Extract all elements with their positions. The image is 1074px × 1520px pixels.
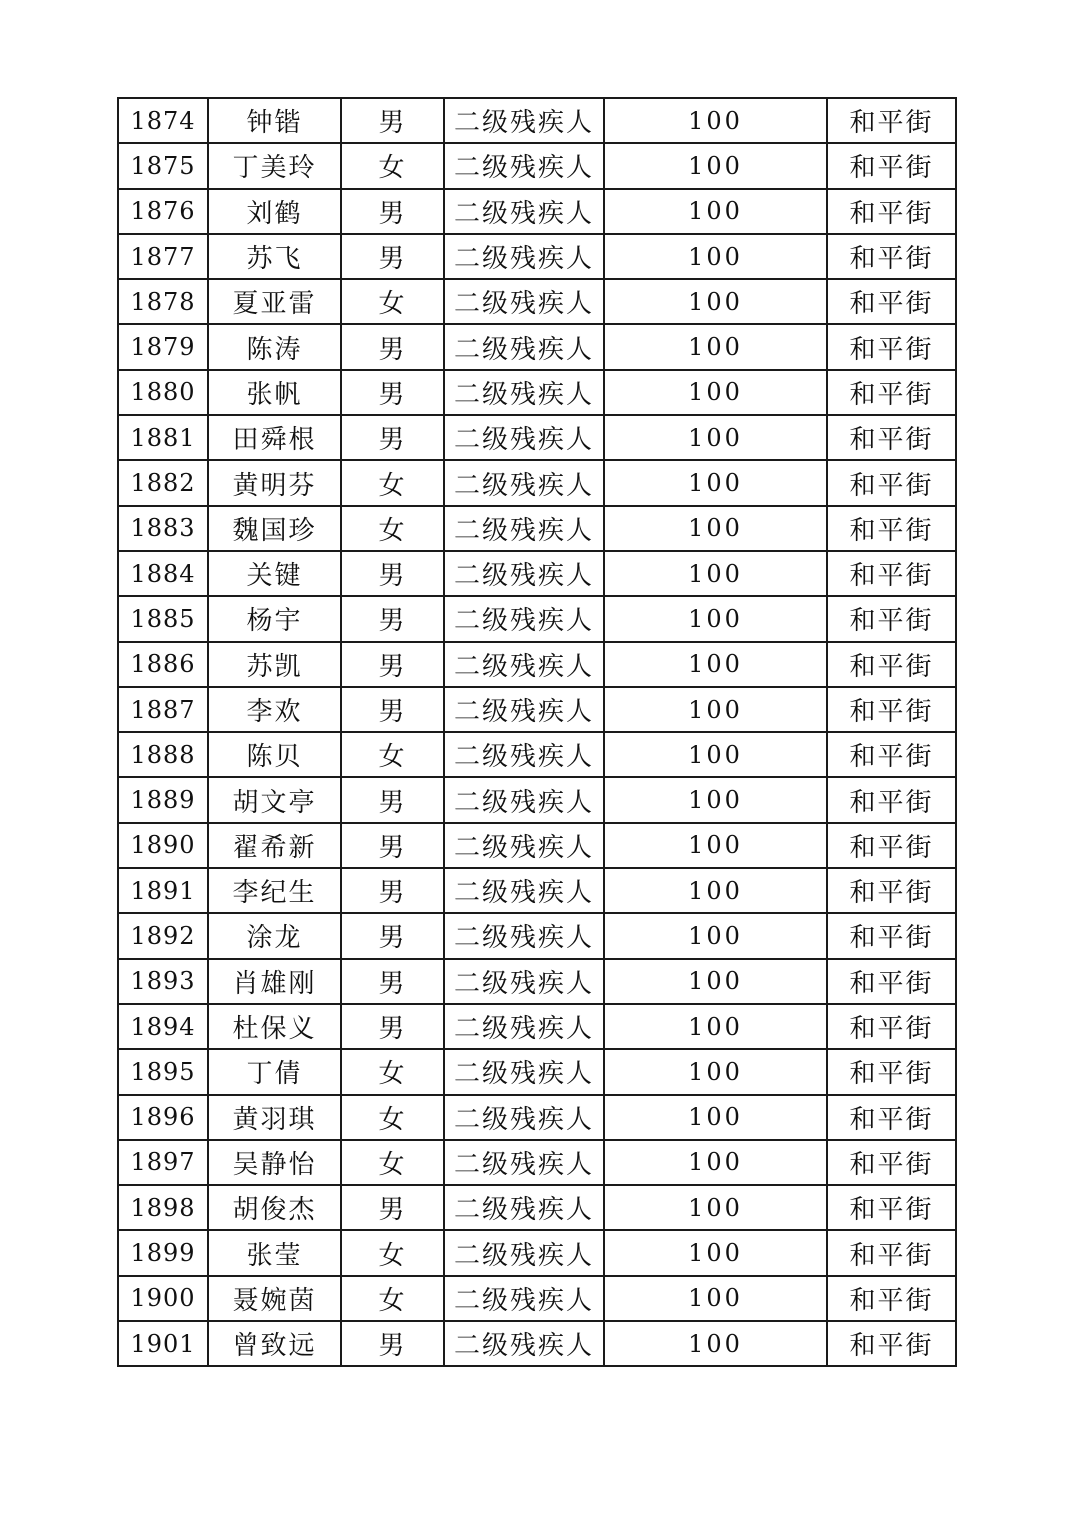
cell-name: 关键	[208, 551, 341, 596]
cell-name: 肖雄刚	[208, 959, 341, 1004]
cell-serial-number: 1876	[118, 189, 208, 234]
table-row	[118, 1095, 956, 1140]
cell-serial-number: 1875	[118, 143, 208, 188]
cell-amount: 100	[604, 1185, 827, 1230]
roster-table-body	[118, 98, 956, 1366]
cell-name: 黄羽琪	[208, 1095, 341, 1140]
table-row	[118, 777, 956, 822]
cell-name: 丁美玲	[208, 143, 341, 188]
cell-amount: 100	[604, 98, 827, 143]
cell-serial-number: 1885	[118, 596, 208, 641]
cell-area: 和平街	[827, 642, 956, 687]
cell-serial-number: 1893	[118, 959, 208, 1004]
cell-area: 和平街	[827, 596, 956, 641]
cell-amount: 100	[604, 506, 827, 551]
cell-serial-number: 1896	[118, 1095, 208, 1140]
cell-name: 钟锴	[208, 98, 341, 143]
cell-amount: 100	[604, 1049, 827, 1094]
table-row	[118, 642, 956, 687]
table-row	[118, 98, 956, 143]
cell-disability-level: 二级残疾人	[444, 98, 604, 143]
cell-gender: 男	[341, 1004, 444, 1049]
cell-area: 和平街	[827, 1185, 956, 1230]
cell-gender: 男	[341, 777, 444, 822]
table-row	[118, 687, 956, 732]
cell-amount: 100	[604, 868, 827, 913]
cell-area: 和平街	[827, 1276, 956, 1321]
cell-amount: 100	[604, 551, 827, 596]
cell-amount: 100	[604, 279, 827, 324]
cell-serial-number: 1899	[118, 1230, 208, 1275]
roster-table	[117, 97, 957, 1367]
cell-area: 和平街	[827, 1004, 956, 1049]
cell-name: 吴静怡	[208, 1140, 341, 1185]
table-row	[118, 279, 956, 324]
cell-area: 和平街	[827, 460, 956, 505]
cell-serial-number: 1898	[118, 1185, 208, 1230]
cell-disability-level: 二级残疾人	[444, 279, 604, 324]
cell-name: 曾致远	[208, 1321, 341, 1366]
cell-serial-number: 1888	[118, 732, 208, 777]
table-row	[118, 189, 956, 234]
cell-name: 苏飞	[208, 234, 341, 279]
cell-gender: 男	[341, 1185, 444, 1230]
table-row	[118, 1321, 956, 1366]
cell-serial-number: 1889	[118, 777, 208, 822]
table-row	[118, 415, 956, 460]
table-row	[118, 506, 956, 551]
cell-disability-level: 二级残疾人	[444, 189, 604, 234]
cell-name: 胡文亭	[208, 777, 341, 822]
cell-serial-number: 1881	[118, 415, 208, 460]
cell-serial-number: 1877	[118, 234, 208, 279]
cell-name: 夏亚雷	[208, 279, 341, 324]
cell-name: 聂婉茵	[208, 1276, 341, 1321]
cell-disability-level: 二级残疾人	[444, 777, 604, 822]
cell-serial-number: 1891	[118, 868, 208, 913]
cell-serial-number: 1880	[118, 370, 208, 415]
cell-gender: 女	[341, 1095, 444, 1140]
cell-gender: 女	[341, 1230, 444, 1275]
table-row	[118, 1004, 956, 1049]
cell-disability-level: 二级残疾人	[444, 1321, 604, 1366]
cell-amount: 100	[604, 1095, 827, 1140]
table-row	[118, 1230, 956, 1275]
cell-serial-number: 1897	[118, 1140, 208, 1185]
table-row	[118, 1185, 956, 1230]
cell-serial-number: 1886	[118, 642, 208, 687]
cell-gender: 女	[341, 732, 444, 777]
cell-disability-level: 二级残疾人	[444, 1095, 604, 1140]
table-row	[118, 1276, 956, 1321]
cell-area: 和平街	[827, 370, 956, 415]
cell-area: 和平街	[827, 687, 956, 732]
cell-gender: 男	[341, 1321, 444, 1366]
cell-disability-level: 二级残疾人	[444, 551, 604, 596]
cell-amount: 100	[604, 143, 827, 188]
cell-disability-level: 二级残疾人	[444, 732, 604, 777]
table-row	[118, 868, 956, 913]
table-row	[118, 1049, 956, 1094]
cell-area: 和平街	[827, 777, 956, 822]
cell-gender: 男	[341, 823, 444, 868]
cell-disability-level: 二级残疾人	[444, 1049, 604, 1094]
cell-amount: 100	[604, 324, 827, 369]
cell-name: 陈贝	[208, 732, 341, 777]
cell-area: 和平街	[827, 959, 956, 1004]
cell-gender: 男	[341, 324, 444, 369]
cell-serial-number: 1878	[118, 279, 208, 324]
cell-serial-number: 1900	[118, 1276, 208, 1321]
table-row	[118, 823, 956, 868]
cell-amount: 100	[604, 234, 827, 279]
cell-gender: 男	[341, 415, 444, 460]
cell-amount: 100	[604, 415, 827, 460]
cell-gender: 女	[341, 506, 444, 551]
cell-disability-level: 二级残疾人	[444, 234, 604, 279]
cell-amount: 100	[604, 1140, 827, 1185]
cell-amount: 100	[604, 687, 827, 732]
cell-area: 和平街	[827, 868, 956, 913]
cell-gender: 男	[341, 868, 444, 913]
cell-gender: 女	[341, 143, 444, 188]
cell-gender: 男	[341, 98, 444, 143]
cell-name: 李欢	[208, 687, 341, 732]
cell-disability-level: 二级残疾人	[444, 687, 604, 732]
cell-area: 和平街	[827, 324, 956, 369]
table-row	[118, 234, 956, 279]
cell-name: 黄明芬	[208, 460, 341, 505]
cell-gender: 女	[341, 1140, 444, 1185]
table-row	[118, 324, 956, 369]
cell-serial-number: 1894	[118, 1004, 208, 1049]
cell-serial-number: 1884	[118, 551, 208, 596]
cell-name: 杨宇	[208, 596, 341, 641]
cell-area: 和平街	[827, 279, 956, 324]
table-row	[118, 551, 956, 596]
cell-area: 和平街	[827, 189, 956, 234]
cell-area: 和平街	[827, 1140, 956, 1185]
cell-name: 田舜根	[208, 415, 341, 460]
cell-area: 和平街	[827, 98, 956, 143]
cell-area: 和平街	[827, 732, 956, 777]
cell-name: 苏凯	[208, 642, 341, 687]
cell-disability-level: 二级残疾人	[444, 959, 604, 1004]
table-row	[118, 596, 956, 641]
cell-area: 和平街	[827, 506, 956, 551]
cell-serial-number: 1883	[118, 506, 208, 551]
cell-amount: 100	[604, 370, 827, 415]
cell-disability-level: 二级残疾人	[444, 143, 604, 188]
cell-serial-number: 1892	[118, 913, 208, 958]
cell-gender: 男	[341, 370, 444, 415]
cell-gender: 男	[341, 234, 444, 279]
cell-area: 和平街	[827, 551, 956, 596]
cell-name: 翟希新	[208, 823, 341, 868]
cell-amount: 100	[604, 460, 827, 505]
cell-area: 和平街	[827, 143, 956, 188]
cell-disability-level: 二级残疾人	[444, 324, 604, 369]
cell-gender: 男	[341, 642, 444, 687]
cell-amount: 100	[604, 913, 827, 958]
cell-name: 李纪生	[208, 868, 341, 913]
cell-serial-number: 1887	[118, 687, 208, 732]
cell-amount: 100	[604, 823, 827, 868]
cell-disability-level: 二级残疾人	[444, 823, 604, 868]
cell-disability-level: 二级残疾人	[444, 868, 604, 913]
cell-amount: 100	[604, 189, 827, 234]
table-row	[118, 370, 956, 415]
cell-gender: 男	[341, 913, 444, 958]
cell-name: 陈涛	[208, 324, 341, 369]
cell-serial-number: 1901	[118, 1321, 208, 1366]
cell-amount: 100	[604, 959, 827, 1004]
cell-serial-number: 1890	[118, 823, 208, 868]
cell-name: 胡俊杰	[208, 1185, 341, 1230]
cell-disability-level: 二级残疾人	[444, 1185, 604, 1230]
cell-area: 和平街	[827, 913, 956, 958]
cell-serial-number: 1874	[118, 98, 208, 143]
cell-area: 和平街	[827, 1321, 956, 1366]
table-row	[118, 1140, 956, 1185]
cell-gender: 男	[341, 189, 444, 234]
cell-amount: 100	[604, 1230, 827, 1275]
cell-disability-level: 二级残疾人	[444, 913, 604, 958]
cell-area: 和平街	[827, 1049, 956, 1094]
cell-name: 杜保义	[208, 1004, 341, 1049]
cell-gender: 女	[341, 460, 444, 505]
cell-gender: 女	[341, 1049, 444, 1094]
table-row	[118, 913, 956, 958]
cell-area: 和平街	[827, 1095, 956, 1140]
cell-area: 和平街	[827, 415, 956, 460]
cell-amount: 100	[604, 1321, 827, 1366]
cell-disability-level: 二级残疾人	[444, 596, 604, 641]
cell-gender: 女	[341, 279, 444, 324]
table-row	[118, 143, 956, 188]
cell-gender: 女	[341, 1276, 444, 1321]
cell-amount: 100	[604, 732, 827, 777]
table-row	[118, 959, 956, 1004]
cell-gender: 男	[341, 596, 444, 641]
cell-amount: 100	[604, 777, 827, 822]
table-row	[118, 732, 956, 777]
cell-name: 张莹	[208, 1230, 341, 1275]
cell-disability-level: 二级残疾人	[444, 642, 604, 687]
cell-disability-level: 二级残疾人	[444, 506, 604, 551]
cell-serial-number: 1882	[118, 460, 208, 505]
cell-area: 和平街	[827, 823, 956, 868]
cell-amount: 100	[604, 1004, 827, 1049]
cell-gender: 男	[341, 687, 444, 732]
cell-disability-level: 二级残疾人	[444, 460, 604, 505]
cell-disability-level: 二级残疾人	[444, 1004, 604, 1049]
cell-name: 刘鹤	[208, 189, 341, 234]
cell-name: 张帆	[208, 370, 341, 415]
cell-amount: 100	[604, 642, 827, 687]
cell-area: 和平街	[827, 1230, 956, 1275]
cell-gender: 男	[341, 551, 444, 596]
cell-name: 丁倩	[208, 1049, 341, 1094]
cell-disability-level: 二级残疾人	[444, 1230, 604, 1275]
cell-disability-level: 二级残疾人	[444, 370, 604, 415]
cell-serial-number: 1879	[118, 324, 208, 369]
cell-area: 和平街	[827, 234, 956, 279]
cell-amount: 100	[604, 596, 827, 641]
cell-disability-level: 二级残疾人	[444, 1276, 604, 1321]
cell-name: 魏国珍	[208, 506, 341, 551]
cell-gender: 男	[341, 959, 444, 1004]
cell-name: 涂龙	[208, 913, 341, 958]
table-row	[118, 460, 956, 505]
cell-disability-level: 二级残疾人	[444, 415, 604, 460]
cell-amount: 100	[604, 1276, 827, 1321]
cell-serial-number: 1895	[118, 1049, 208, 1094]
cell-disability-level: 二级残疾人	[444, 1140, 604, 1185]
